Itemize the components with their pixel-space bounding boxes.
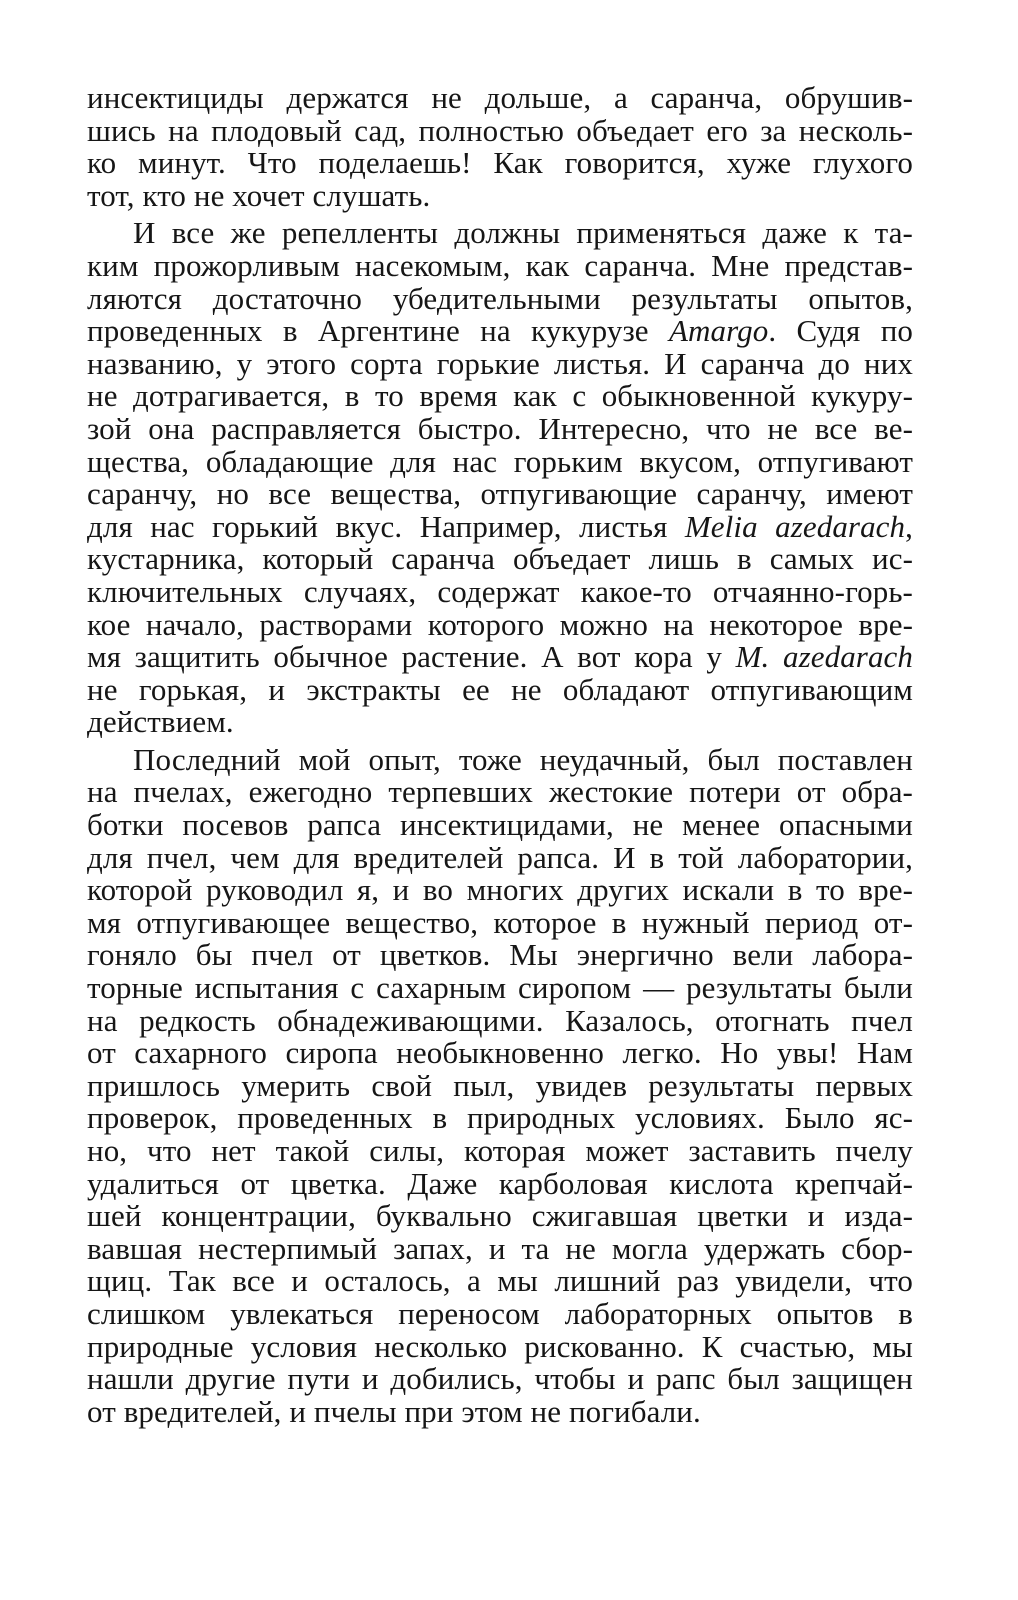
text-line: названию, у этого сорта горькие листья. И саранча до них — [87, 345, 913, 381]
text-line: инсектициды держатся не дольше, а саранча, обрушив- — [87, 80, 913, 115]
paragraph-1 — [87, 82, 913, 212]
text-line: торные испытания с сахарным сиропом — результаты были — [87, 970, 913, 1006]
italic-term: Amargo — [668, 313, 769, 349]
text-line: слишком увлекаться переносом лабораторных опытов в — [87, 1295, 913, 1331]
text-line: И все же репелленты должны применяться даже к та- — [133, 215, 913, 251]
text-line: но, что нет такой силы, которая может заставить пчелу — [87, 1133, 913, 1168]
text-line: ботки посевов рапса инсектицидами, не менее опасными — [87, 807, 913, 843]
text-line: ключительных случаях, содержат какое-то отчаянно-горь- — [87, 573, 913, 609]
text-line: щиц. Так все и осталось, а мы лишний раз увидели, что — [87, 1263, 913, 1299]
text-line: мя защитить обычное растение. А вот кора у M. azedarach — [87, 639, 914, 675]
text-line: от сахарного сиропа необыкновенно легко. Но увы! Нам — [87, 1035, 913, 1071]
text-line: для нас горький вкус. Например, листья Melia azedarach, — [87, 508, 913, 544]
text-line: которой руководил я, и во многих других искали в то вре- — [87, 872, 913, 908]
text-line: действием. — [87, 704, 234, 740]
text-line: пришлось умерить свой пыл, увидев результаты первых — [87, 1067, 913, 1103]
text-line: не горькая, и экстракты ее не обладают отпугивающим — [87, 671, 913, 707]
text-line: природные условия несколько рискованно. К счастью, мы — [87, 1328, 913, 1364]
text-line: проверок, проведенных в природных условиях. Было яс- — [87, 1100, 913, 1136]
text-line: мя отпугивающее вещество, которое в нужный период от- — [87, 904, 913, 940]
text-line: щества, обладающие для нас горьким вкусом, отпугивают — [87, 443, 913, 479]
italic-term: Melia azedarach — [684, 508, 906, 544]
text-line: тот, кто не хочет слушать. — [87, 177, 431, 213]
book-page — [87, 82, 913, 1428]
text-line: на пчелах, ежегодно терпевших жестокие потери от обра- — [87, 774, 913, 810]
text-line: на редкость обнадеживающими. Казалось, отогнать пчел — [87, 1002, 913, 1038]
paragraph-2 — [87, 217, 913, 739]
italic-term: M. azedarach — [735, 639, 914, 675]
text-line: зой она расправляется быстро. Интересно, что не все ве- — [87, 410, 913, 446]
text-line: шись на плодовый сад, полностью объедает его за несколь- — [87, 112, 913, 148]
text-line: ляются достаточно убедительными результаты опытов, — [87, 280, 913, 316]
text-line: ким прожорливым насекомым, как саранча. Мне представ- — [87, 247, 913, 283]
text-line: гоняло бы пчел от цветков. Мы энергично вели лабора- — [87, 937, 913, 973]
text-line: саранчу, но все вещества, отпугивающие саранчу, имеют — [87, 476, 913, 512]
text-line: вавшая нестерпимый запах, и та не могла удержать сбор- — [87, 1230, 913, 1266]
text-line: кустарника, который саранча объедает лишь в самых ис- — [87, 541, 913, 577]
text-line: Последний мой опыт, тоже неудачный, был поставлен — [133, 741, 913, 777]
text-line: удалиться от цветка. Даже карболовая кислота крепчай- — [87, 1165, 913, 1201]
text-line: нашли другие пути и добились, чтобы и рапс был защищен — [87, 1361, 913, 1397]
text-line: шей концентрации, буквально сжигавшая цветки и изда- — [87, 1198, 913, 1234]
text-line: ко минут. Что поделаешь! Как говорится, хуже глухого — [87, 145, 913, 181]
text-line: для пчел, чем для вредителей рапса. И в той лаборатории, — [87, 839, 913, 875]
paragraph-3 — [87, 741, 913, 1429]
text-line: не дотрагивается, в то время как с обыкновенной кукуру- — [87, 378, 913, 414]
text-line: кое начало, растворами которого можно на некоторое вре- — [87, 606, 913, 642]
text-line: проведенных в Аргентине на кукурузе Amargo. Судя по — [87, 313, 913, 349]
text-line: от вредителей, и пчелы при этом не погибали. — [87, 1393, 701, 1429]
